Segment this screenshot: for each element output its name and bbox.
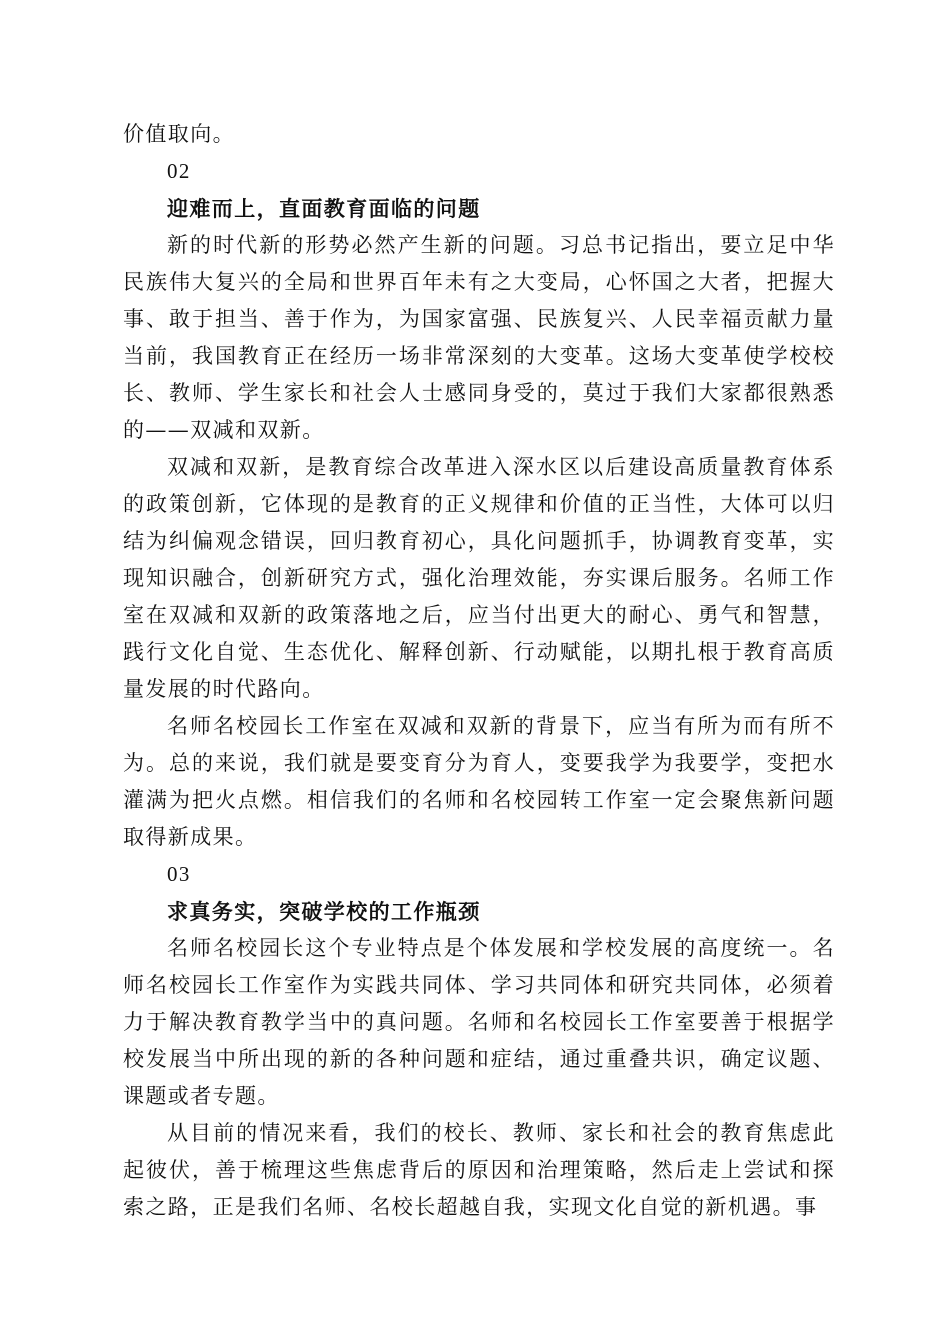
section-number-02: 02 (167, 159, 191, 183)
body-paragraph: 名师名校园长这个专业特点是个体发展和学校发展的高度统一。名师名校园长工作室作为实践共同体、学习共同体和研究共同体，必须着力于解决教育教学当中的真问题。名师和名校园长工作室要善于根据学校发展当中所出现的新的各种问题和症结，通过重叠共识，确定议题、课题或者专题。 (123, 936, 835, 1108)
body-paragraph: 新的时代新的形势必然产生新的问题。习总书记指出，要立足中华民族伟大复兴的全局和世界百年未有之大变局，心怀国之大者，把握大事、敢于担当、善于作为，为国家富强、民族复兴、人民幸福贡献力量当前，我国教育正在经历一场非常深刻的大变革。这场大变革使学校校长、教师、学生家长和社会人士感同身受的，莫过于我们大家都很熟悉的——双减和双新。 (123, 233, 835, 442)
section-number-03: 03 (167, 862, 191, 886)
body-paragraph: 双减和双新，是教育综合改革进入深水区以后建设高质量教育体系的政策创新，它体现的是教育的正义规律和价值的正当性，大体可以归结为纠偏观念错误，回归教育初心，具化问题抓手，协调教育变革，实现知识融合，创新研究方式，强化治理效能，夯实课后服务。名师工作室在双减和双新的政策落地之后，应当付出更大的耐心、勇气和智慧，践行文化自觉、生态优化、解释创新、行动赋能，以期扎根于教育高质量发展的时代路向。 (123, 455, 835, 701)
body-paragraph: 从目前的情况来看，我们的校长、教师、家长和社会的教育焦虑此起彼伏，善于梳理这些焦虑背后的原因和治理策略，然后走上尝试和探索之路，正是我们名师、名校长超越自我，实现文化自觉的新机遇。事 (123, 1121, 835, 1219)
document-body (123, 116, 835, 1226)
body-paragraph: 名师名校园长工作室在双减和双新的背景下，应当有所为而有所不为。总的来说，我们就是要变育分为育人，变要我学为我要学，变把水灌满为把火点燃。相信我们的名师和名校园转工作室一定会聚焦新问题取得新成果。 (123, 714, 835, 849)
paragraph-continuation: 价值取向。 (123, 122, 235, 146)
section-heading-02: 迎难而上，直面教育面临的问题 (167, 196, 481, 221)
section-heading-03: 求真务实，突破学校的工作瓶颈 (167, 899, 481, 924)
